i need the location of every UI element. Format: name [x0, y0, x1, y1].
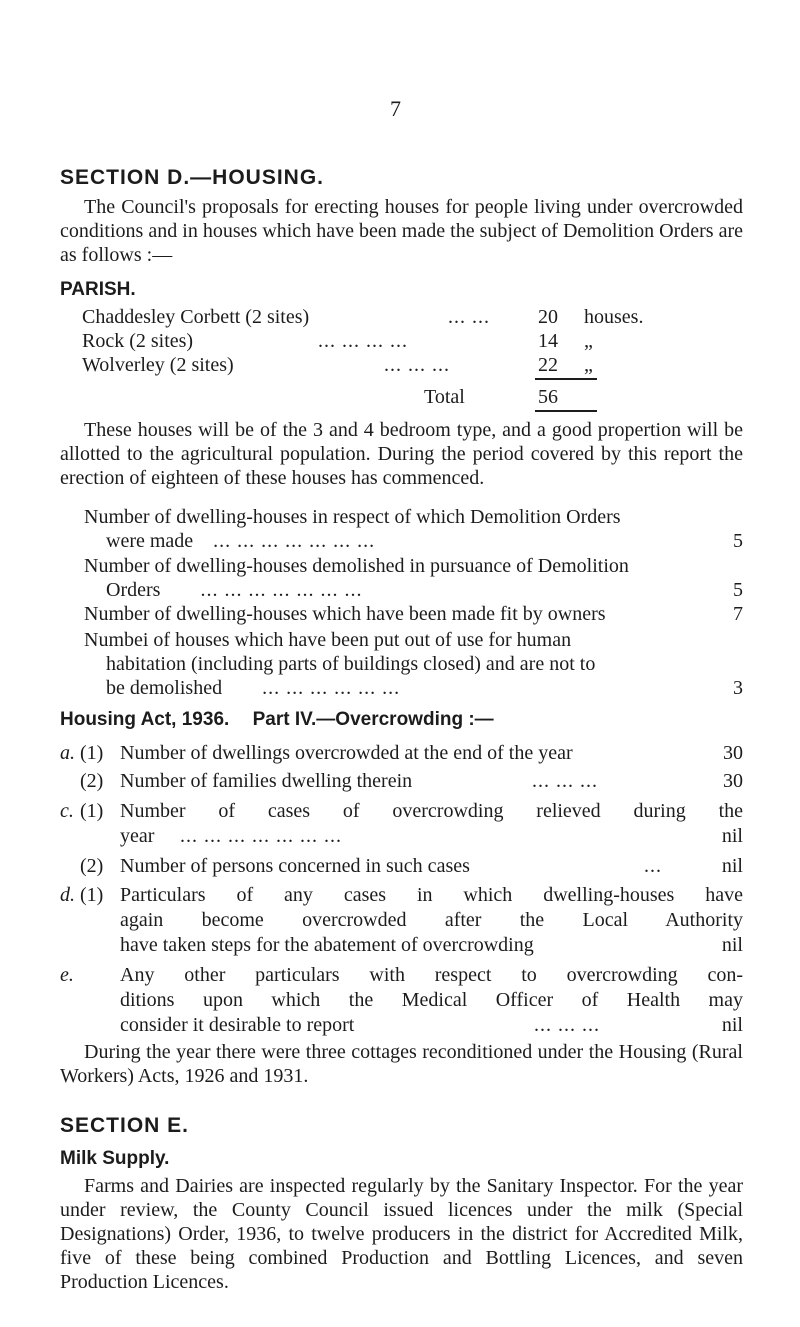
reconditioned-note: During the year there were three cottages reconditioned under the Housing (Rural Workers) Acts, 1926 and 1931. — [60, 1041, 743, 1087]
e-value: nil — [721, 1014, 743, 1036]
a1-text: Number of dwellings overcrowded at the end of the year — [120, 742, 573, 764]
parish-count: 20 — [538, 306, 558, 328]
parish-name: Wolverley (2 sites) — [82, 354, 234, 376]
milk-supply-heading: Milk Supply. — [60, 1148, 170, 1169]
e-line: Any other particulars with respect to overcrowding con- — [120, 964, 743, 986]
item-value: 7 — [733, 603, 743, 625]
item-line: were made — [106, 530, 194, 552]
leader-dots: ... ... ... ... ... ... ... — [200, 579, 363, 601]
parish-unit: „ — [584, 330, 593, 352]
e-line: ditions upon which the Medical Officer of Health may — [120, 989, 743, 1011]
d1-line: Particulars of any cases in which dwelling-houses have — [120, 884, 743, 906]
item-line: habitation (including parts of buildings closed) and are not to — [106, 653, 596, 675]
a1-number: (1) — [80, 742, 104, 764]
item-line: Number of dwelling-houses demolished in pursuance of Demolition — [84, 555, 629, 577]
parish-unit: „ — [584, 354, 593, 376]
c2-number: (2) — [80, 855, 104, 877]
leader-dots: ... ... ... ... ... ... — [262, 677, 401, 699]
parish-unit: houses. — [584, 306, 644, 328]
leader-dots: ... ... ... ... — [318, 330, 408, 352]
parish-count: 22 — [538, 354, 558, 376]
d1-value: nil — [721, 934, 743, 956]
total-label: Total — [424, 386, 465, 408]
a2-text: Number of families dwelling therein — [120, 770, 413, 792]
leader-dots: ... ... — [448, 306, 490, 328]
leader-dots: ... ... ... — [384, 354, 450, 376]
leader-dots: ... — [644, 855, 662, 877]
e-letter: e. — [60, 964, 74, 986]
section-e-heading: SECTION E. — [60, 1114, 190, 1137]
section-d-intro: The Council's proposals for erecting houses for people living under overcrowded conditions and in houses which have been made the subject of Demolition Orders are as follows :— — [60, 196, 743, 266]
parish-count: 14 — [538, 330, 558, 352]
item-line: Number of dwelling-houses in respect of which Demolition Orders — [84, 506, 621, 528]
housing-act-part: Part IV.—Overcrowding :— — [252, 709, 494, 730]
item-line: Orders — [106, 579, 161, 601]
a2-number: (2) — [80, 770, 104, 792]
total-value: 56 — [538, 386, 558, 408]
item-out-of-use — [60, 628, 743, 700]
d1-line: have taken steps for the abatement of overcrowding — [120, 934, 534, 956]
total-bottom-rule — [535, 410, 597, 412]
item-demolished — [60, 554, 743, 602]
leader-dots: ... ... ... ... ... ... ... — [213, 530, 376, 552]
page-number: 7 — [390, 96, 401, 121]
item-value: 3 — [733, 677, 743, 699]
item-value: 5 — [733, 579, 743, 601]
leader-dots: ... ... ... — [534, 1014, 600, 1036]
milk-supply-body: Farms and Dairies are inspected regularly by the Sanitary Inspector. For the year under review, the County Council issued licences under the milk (Special Designations) Order, 1936, to twelve producers in the district for Accredited Milk, five of these being combined Production and Bottling Licences, and seven Production Licences. — [60, 1175, 743, 1293]
houses-note: These houses will be of the 3 and 4 bedroom type, and a good propertion will be allotted to the agricultural population. During the period covered by this report the erection of eighteen of these houses has commenced. — [60, 419, 743, 489]
c2-text: Number of persons concerned in such cases — [120, 855, 470, 877]
item-made-fit — [60, 602, 743, 626]
c-letter: c. — [60, 800, 74, 822]
parish-name: Rock (2 sites) — [82, 330, 194, 352]
item-line: Numbei of houses which have been put out of use for human — [84, 629, 572, 651]
c1-value: nil — [721, 825, 743, 847]
item-value: 5 — [733, 530, 743, 552]
leader-dots: ... ... ... — [532, 770, 598, 792]
a-letter: a. — [60, 742, 75, 764]
item-demolition-orders — [60, 505, 743, 553]
a1-value: 30 — [723, 742, 743, 764]
d1-number: (1) — [80, 884, 104, 906]
parish-name: Chaddesley Corbett (2 sites) — [82, 306, 310, 328]
e-line: consider it desirable to report — [120, 1014, 355, 1036]
item-line: be demolished — [106, 677, 223, 699]
c1-text-cont: year — [120, 825, 155, 847]
d1-line: again become overcrowded after the Local Authority — [120, 909, 743, 931]
leader-dots: ... ... ... ... ... ... ... — [180, 825, 342, 847]
housing-act-title: Housing Act, 1936. — [60, 709, 230, 730]
a2-value: 30 — [723, 770, 743, 792]
total-top-rule — [535, 378, 597, 380]
parish-heading: PARISH. — [60, 279, 136, 300]
c1-number: (1) — [80, 800, 104, 822]
item-line: Number of dwelling-houses which have been made fit by owners — [84, 603, 606, 625]
c1-text: Number of cases of overcrowding relieved during the — [120, 800, 743, 822]
d-letter: d. — [60, 884, 75, 906]
c2-value: nil — [721, 855, 743, 877]
housing-act-heading — [60, 709, 494, 731]
section-d-heading: SECTION D.—HOUSING. — [60, 166, 325, 189]
